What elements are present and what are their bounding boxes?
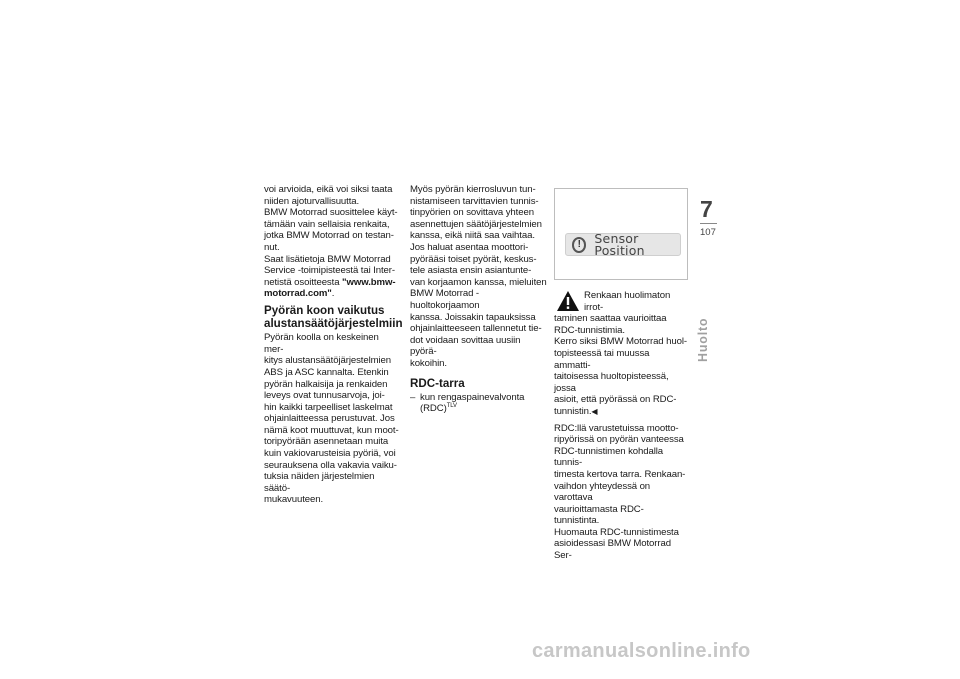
section-heading-wheel-size (264, 303, 403, 330)
text-line: ohjainlaitteessa perustuvat. Jos (264, 413, 395, 425)
end-mark-icon: ◀ (591, 406, 598, 416)
page-number: 107 (700, 227, 716, 238)
sensor-position-text: Sensor Position (594, 230, 645, 258)
text-line (554, 406, 688, 418)
column-1 (264, 184, 403, 506)
column-2 (410, 184, 548, 415)
chapter-divider (700, 223, 717, 224)
text-line: tuksia näiden järjestelmien säätö- (264, 471, 375, 494)
text-line: Service -toimipisteestä tai Inter- (264, 265, 395, 277)
text-line: asioit, että pyörässä on RDC- (554, 394, 677, 406)
exclamation-icon: ! (572, 237, 586, 253)
chapter-number: 7 (700, 196, 713, 222)
text-line: kanssa. Joissakin tapauksissa (410, 311, 536, 323)
text-line: netistä osoitteesta (264, 276, 340, 288)
text-line: tämään vain sellaisia renkaita, (264, 218, 390, 230)
text-line: van korjaamon kanssa, mieluiten (410, 276, 547, 288)
text-line: kun rengaspainevalvonta (420, 391, 525, 403)
text-line: . (331, 288, 335, 300)
text-line: dot voidaan sovittaa uusiin pyörä- (410, 334, 521, 358)
text-line: jotka BMW Motorrad on testan- (264, 230, 394, 242)
text-line: seurauksena olla vakavia vaiku- (264, 459, 397, 471)
text-line: Saat lisätietoja BMW Motorrad (264, 253, 391, 265)
text-line: Huomauta RDC-tunnistimesta (554, 526, 679, 538)
paragraph-speed-sensor (410, 184, 548, 370)
text-line: asioidessasi BMW Motorrad Ser- (554, 538, 671, 562)
text-line: topisteessä tai muussa ammatti- (554, 347, 650, 371)
text-line: taminen saattaa vaurioittaa (554, 313, 667, 325)
text-line: Myös pyörän kierrosluvun tun- (410, 184, 536, 195)
text-line: kanssa, eikä niitä saa vaihtaa. (410, 230, 535, 242)
text-line: RDC-tunnistimia. (554, 324, 625, 336)
list-dash: – (410, 391, 416, 403)
text-line: asennettujen säätöjärjestelmien (410, 218, 542, 230)
text-line (420, 403, 548, 415)
text-line: kuin vakiovarusteisia pyöriä, voi (264, 448, 396, 460)
text-line (264, 288, 400, 300)
text-line: leveys ovat tunnusarvoja, joi- (264, 390, 385, 402)
text-line: niiden ajoturvallisuutta. (264, 195, 360, 207)
text-line: pyörän halkaisija ja renkaiden (264, 378, 388, 390)
text-line: RDC:llä varustetuissa mootto- (554, 422, 679, 434)
paragraph-intro (264, 184, 400, 300)
text-line: hin kaikki tarpeelliset laskelmat (264, 401, 393, 413)
text-line: vaihdon yhteydessä on varottava (554, 480, 651, 504)
watermark: carmanualsonline.info (532, 640, 751, 662)
warning-triangle-icon (556, 290, 580, 312)
text-line: Kerro siksi BMW Motorrad huol- (554, 336, 687, 348)
text-line: pyörääsi toiset pyörät, keskus- (410, 253, 537, 265)
column-3 (554, 188, 688, 562)
text-line: RDC-tunnistimen kohdalla tunnis- (554, 445, 664, 469)
text-line: nämä koot muuttuvat, kun moot- (264, 424, 399, 436)
heading-line: alustansäätöjärjestelmiin (264, 316, 403, 330)
text-line: ripyörissä on pyörän vanteessa (554, 434, 684, 446)
text-line: nistamiseen tarvittavien tunnis- (410, 195, 539, 207)
paragraph-wheel-size (264, 332, 400, 506)
chapter-title: Huolto (696, 317, 710, 362)
text-line: BMW Motorrad suosittelee käyt- (264, 207, 398, 219)
text-line: vaurioittamasta RDC-tunnistinta. (554, 503, 644, 527)
text-line: toripyörään asennetaan muita (264, 436, 389, 448)
text-line: mukavuuteen. (264, 494, 324, 506)
superscript-tlv: TLV (446, 402, 457, 409)
warning-note (554, 290, 688, 418)
text-line: tele asiasta ensin asiantunte- (410, 265, 532, 277)
sensor-position-label (565, 230, 681, 258)
paragraph-rdc-label (554, 423, 688, 562)
text-line (264, 277, 400, 289)
text-line: Jos haluat asentaa moottori- (410, 241, 529, 253)
text-line: (RDC) (420, 403, 447, 415)
text-line: Renkaan huolimaton irrot- (584, 290, 671, 313)
text-line: timesta kertova tarra. Renkaan- (554, 468, 686, 480)
website-link[interactable]: motorrad.com" (264, 288, 332, 300)
section-heading-rdc-label: RDC-tarra (410, 376, 465, 390)
text-line: Pyörän koolla on keskeinen mer- (264, 332, 379, 355)
sensor-position-figure (554, 188, 688, 280)
text-line: BMW Motorrad -huoltokorjaamon (410, 288, 480, 311)
text-line: ABS ja ASC kannalta. Etenkin (264, 366, 389, 378)
list-item (410, 392, 548, 415)
text-line: taitoisessa huoltopisteessä, jossa (554, 371, 669, 394)
heading-line: Pyörän koon vaikutus (264, 303, 385, 317)
text-line: kokoihin. (410, 357, 447, 369)
website-link[interactable]: "www.bmw- (342, 276, 396, 288)
text-line: kitys alustansäätöjärjestelmien (264, 355, 392, 367)
text-line: tinpyörien on sovittava yhteen (410, 207, 534, 219)
text-line: nut. (264, 241, 280, 253)
text-line: voi arvioida, eikä voi siksi taata (264, 184, 393, 195)
text-line: ohjainlaitteeseen tallennetut tie- (410, 323, 542, 335)
text-line: tunnistin. (554, 405, 592, 417)
